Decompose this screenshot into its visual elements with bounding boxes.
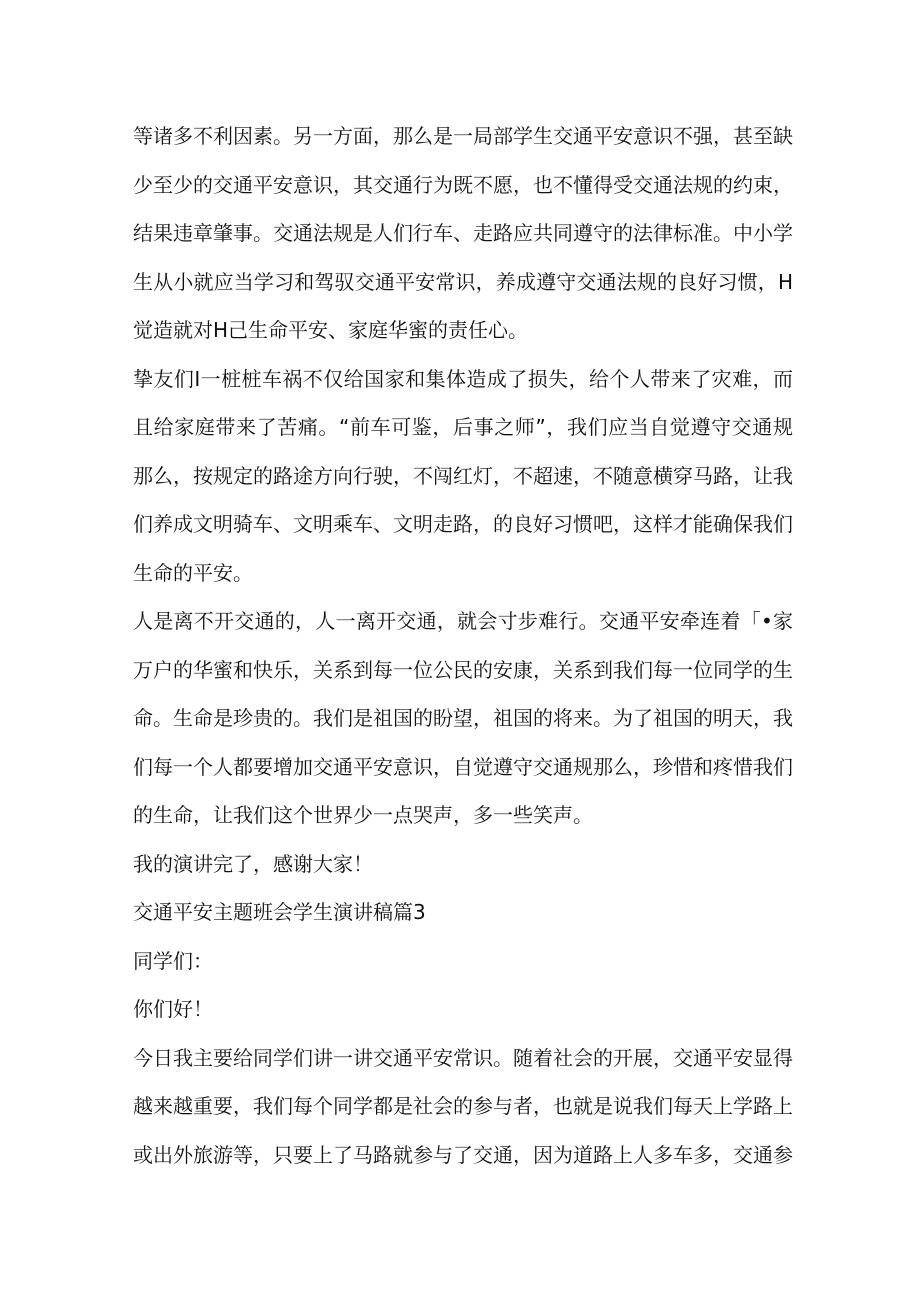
paragraph-1	[133, 112, 793, 355]
document-body	[133, 112, 793, 1179]
text-line: 的生命，让我们这个世界少一点哭声，多一些笑声。	[133, 803, 593, 827]
text-line: 们每一个人都要增加交通平安意识，自觉遵守交通规那么，珍惜和疼惜我们	[133, 754, 793, 779]
text-line: 命。生命是珍贵的。我们是祖国的盼望，祖国的将来。为了祖国的明天，我	[133, 706, 793, 730]
text-line: 今日我主要给同学们讲一讲交通平安常识。随着社会的开展，交通平安显得	[133, 1045, 793, 1070]
text-line: 或出外旅游等，只要上了马路就参与了交通，因为道路上人多车多，交通参	[133, 1142, 793, 1167]
text-line: 且给家庭带来了苦痛。“前车可鉴，后事之师”，我们应当自觉遵守交通规	[133, 415, 793, 439]
text-line: 等诸多不利因素。另一方面，那么是一局部学生交通平安意识不强，甚至缺	[133, 124, 793, 148]
text-line: 万户的华蜜和快乐，关系到每一位公民的安康，关系到我们每一位同学的生	[133, 657, 793, 682]
text-line: 生命的平安。	[133, 560, 253, 585]
text-line: 们养成文明骑车、文明乘车、文明走路，的良好习惯吧，这样才能确保我们	[133, 512, 793, 536]
paragraph-2	[133, 355, 793, 598]
text-line: 挚友们I一桩桩车祸不仅给国家和集体造成了损失，给个人带来了灾难，而	[133, 366, 793, 391]
closing-line: 我的演讲完了，感谢大家！	[133, 851, 373, 876]
text-line: 生从小就应当学习和驾驭交通平安常识，养成遵守交通法规的良好习惯，H	[133, 269, 793, 294]
paragraph-3	[133, 597, 793, 840]
text-line: 觉造就对H己生命平安、家庭华蜜的责任心。	[133, 318, 529, 342]
paragraph-4	[133, 1034, 793, 1180]
hello-line: 你们好！	[133, 997, 213, 1021]
text-line: 结果违章肇事。交通法规是人们行车、走路应共同遵守的法律标准。中小学	[133, 221, 793, 245]
text-line: 那么，按规定的路途方向行驶，不闯红灯，不超速，不随意横穿马路，让我	[133, 463, 793, 488]
greeting-line: 同学们：	[133, 948, 213, 973]
text-line: 越来越重要，我们每个同学都是社会的参与者，也就是说我们每天上学路上	[133, 1094, 793, 1118]
text-line: 人是离不开交通的，人一离开交通，就会寸步难行。交通平安牵连着「•家	[133, 609, 793, 633]
text-line: 少至少的交通平安意识，其交通行为既不愿，也不懂得受交通法规的约束，	[133, 172, 793, 197]
section-title: 交通平安主题班会学生演讲稿篇3	[133, 900, 426, 924]
